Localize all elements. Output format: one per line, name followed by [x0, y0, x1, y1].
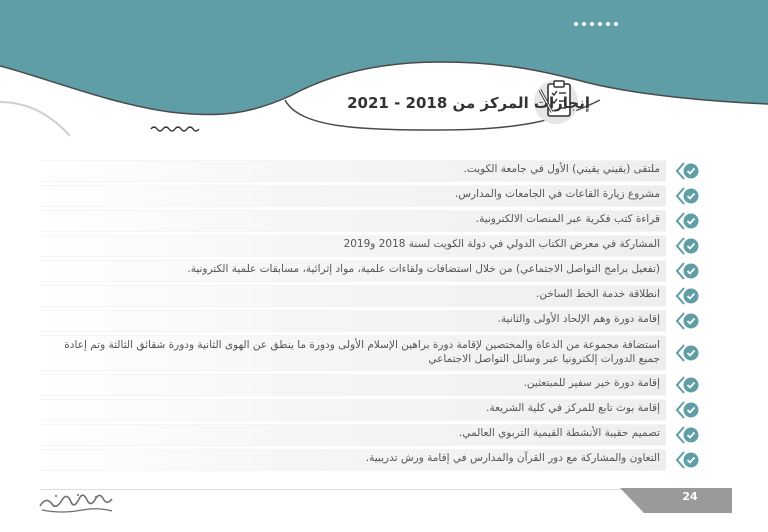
wave-divider: [150, 125, 200, 133]
check-badge-icon: [674, 450, 700, 470]
page-title: إنجازات المركز من 2018 - 2021: [347, 94, 590, 112]
list-item-text: إقامة بوث تابع للمركز في كلية الشريعة.: [40, 399, 666, 421]
list-item: [40, 335, 700, 371]
header-banner: [0, 0, 768, 140]
list-item: [40, 424, 700, 446]
list-item-text: إقامة دورة وهم الإلحاد الأولى والثانية.: [40, 310, 666, 332]
decorative-dots: [574, 22, 618, 26]
list-item: [40, 310, 700, 332]
list-item: [40, 260, 700, 282]
list-item-text: ملتقى (يقيني يقيني) الأول في جامعة الكويت.: [40, 160, 666, 182]
list-item-text: (تفعيل برامج التواصل الاجتماعي) من خلال استضافات ولقاءات علمية، مواد إثرائية، مسابقات علمية الكترونية.: [40, 260, 666, 282]
check-badge-icon: [674, 375, 700, 395]
list-item: [40, 285, 700, 307]
check-badge-icon: [674, 161, 700, 181]
achievements-list: [40, 160, 700, 474]
list-item: [40, 160, 700, 182]
check-badge-icon: [674, 286, 700, 306]
calligraphy-logo: [36, 488, 116, 514]
list-item: [40, 449, 700, 471]
footer-divider: [40, 489, 660, 490]
list-item-text: انطلاقة خدمة الخط الساخن.: [40, 285, 666, 307]
list-item-text: استضافة مجموعة من الدعاة والمختصين لإقامة دورة براهين الإسلام الأولى ودورة ما ينطق عن الهوى الثانية ودورة شقائق الثالثة وتم إعادة جميع الدورات إلكترونيا عبر وسائل التواصل الاجتماعي: [40, 335, 666, 371]
check-badge-icon: [674, 425, 700, 445]
check-badge-icon: [674, 211, 700, 231]
check-badge-icon: [674, 400, 700, 420]
list-item-text: قراءة كتب فكرية عبر المنصات الالكترونية.: [40, 210, 666, 232]
check-badge-icon: [674, 236, 700, 256]
check-badge-icon: [674, 311, 700, 331]
check-badge-icon: [674, 186, 700, 206]
list-item-text: تصميم حقيبة الأنشطة القيمية التربوي العالمي.: [40, 424, 666, 446]
list-item: [40, 399, 700, 421]
check-badge-icon: [674, 261, 700, 281]
list-item: [40, 185, 700, 207]
list-item-text: إقامة دورة خير سفير للمبتعثين.: [40, 374, 666, 396]
page-title-wrap: [300, 94, 590, 112]
check-badge-icon: [674, 343, 700, 363]
list-item-text: التعاون والمشاركة مع دور القرآن والمدارس في إقامة ورش تدريبية.: [40, 449, 666, 471]
list-item: [40, 235, 700, 257]
list-item-text: مشروع زيارة القاعات في الجامعات والمدارس.: [40, 185, 666, 207]
list-item: [40, 210, 700, 232]
list-item: [40, 374, 700, 396]
list-item-text: المشاركة في معرض الكتاب الدولي في دولة الكويت لسنة 2018 و2019: [40, 235, 666, 257]
page-number: 24: [682, 490, 698, 503]
